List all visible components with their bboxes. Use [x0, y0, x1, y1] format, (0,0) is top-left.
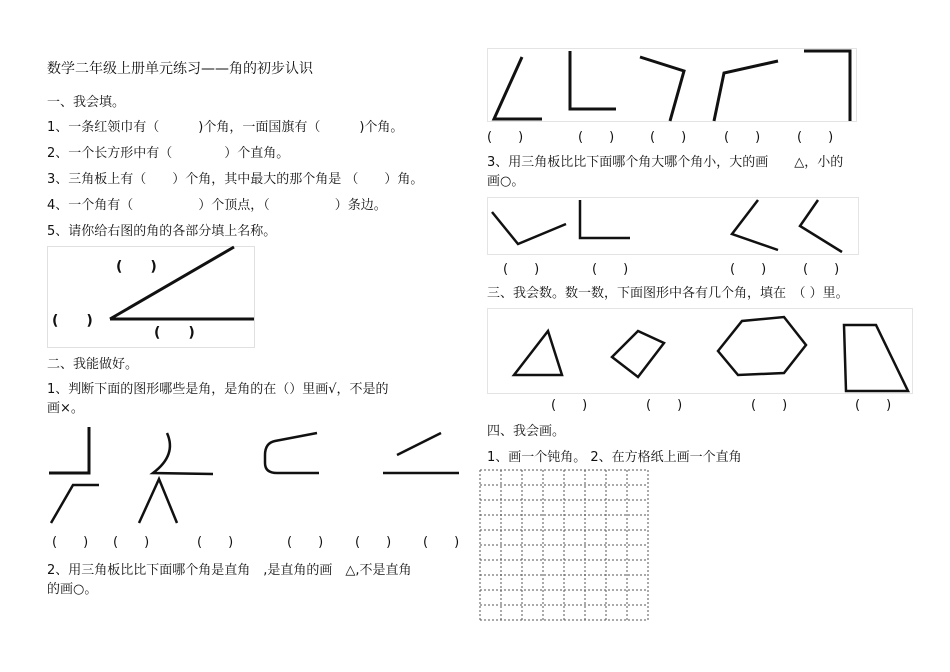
grid-paper[interactable]	[480, 470, 650, 622]
figure-left-angle-1	[732, 200, 778, 250]
section-4-heading: 四、我会画。	[487, 424, 566, 439]
page-title: 数学二年级上册单元练习——角的初步认识	[47, 61, 313, 77]
answer-paren[interactable]: ( )	[797, 130, 834, 145]
figure-curved-side	[153, 433, 213, 474]
angle-side-upper	[110, 247, 234, 319]
figure-tilted-angle	[640, 57, 684, 121]
section-3-heading: 三、我会数。数一数，下面图形中各有几个角，填在 （ ）里。	[487, 286, 849, 301]
angle-parts-figure	[47, 246, 255, 348]
answer-paren[interactable]: ( )	[730, 262, 767, 277]
answer-paren[interactable]: ( )	[551, 398, 588, 413]
answer-paren[interactable]: ( )	[650, 130, 687, 145]
figure-right-angle	[570, 51, 616, 109]
question-2-2-line1: 2、用三角板比比下面哪个角是直角 ,是直角的画 △,不是直角	[47, 563, 412, 578]
figure-gap-line-upper	[397, 433, 441, 455]
section-2-heading: 二、我能做好。	[47, 357, 139, 372]
right-angle-figures	[487, 48, 857, 122]
question-1-1: 1、一条红领巾有（ )个角，一面国旗有（ )个角。	[47, 120, 404, 135]
answer-paren[interactable]: ( )	[751, 398, 788, 413]
answer-paren[interactable]: ( )	[592, 262, 629, 277]
compare-angle-figures-svg	[488, 198, 858, 254]
question-1-3: 3、三角板上有（ ）个角，其中最大的那个角是 （ ）角。	[47, 172, 424, 187]
figure-rounded-corner	[265, 433, 319, 473]
answer-paren[interactable]: ( )	[355, 535, 392, 550]
figure-right-angle	[49, 427, 89, 473]
figure-corner-angle	[804, 51, 850, 121]
question-2-3-line2: 画○。	[487, 174, 525, 189]
label-paren-vertex: ( )	[52, 313, 93, 329]
figure-left-angle-2	[800, 200, 842, 252]
answer-paren[interactable]: ( )	[52, 535, 89, 550]
question-2-2-line2: 的画○。	[47, 582, 98, 597]
figure-obtuse-v	[492, 212, 566, 244]
answer-paren[interactable]: ( )	[724, 130, 761, 145]
figure-acute-angle	[494, 57, 542, 119]
question-1-5: 5、请你给右图的角的各部分填上名称。	[47, 224, 277, 239]
label-paren-edge-lower: ( )	[154, 325, 195, 341]
count-angles-shapes	[487, 308, 913, 394]
answer-paren[interactable]: ( )	[855, 398, 892, 413]
trapezoid-shape	[844, 325, 908, 391]
right-angle-figures-svg	[488, 49, 856, 121]
answer-paren[interactable]: ( )	[503, 262, 540, 277]
question-2-3-line1: 3、用三角板比比下面哪个角大哪个角小，大的画 △，小的	[487, 155, 844, 170]
question-2-1-line1: 1、判断下面的图形哪些是角，是角的在（）里画√，不是的	[47, 382, 389, 397]
question-2-1-line2: 画×。	[47, 401, 84, 416]
answer-paren[interactable]: ( )	[487, 130, 524, 145]
answer-paren[interactable]: ( )	[197, 535, 234, 550]
figure-obtuse-angle	[714, 61, 778, 121]
quadrilateral-shape	[612, 331, 664, 377]
figure-right-angle	[580, 200, 630, 238]
answer-paren[interactable]: ( )	[423, 535, 460, 550]
answer-paren[interactable]: ( )	[113, 535, 150, 550]
figure-inverted-v	[139, 479, 177, 523]
answer-paren[interactable]: ( )	[646, 398, 683, 413]
judge-angle-figures	[47, 427, 467, 527]
hexagon-shape	[718, 317, 806, 375]
label-paren-edge-upper: ( )	[116, 259, 157, 275]
question-1-2: 2、一个长方形中有（ ）个直角。	[47, 146, 290, 161]
figure-open-angle	[51, 485, 99, 523]
section-1-heading: 一、我会填。	[47, 95, 126, 110]
answer-paren[interactable]: ( )	[287, 535, 324, 550]
shapes-svg	[488, 309, 912, 393]
answer-paren[interactable]: ( )	[578, 130, 615, 145]
answer-paren[interactable]: ( )	[803, 262, 840, 277]
question-4-1: 1、画一个钝角。 2、在方格纸上画一个直角	[487, 450, 742, 465]
triangle-shape	[514, 331, 562, 375]
question-1-4: 4、一个角有（ ）个顶点，（ ）条边。	[47, 198, 387, 213]
compare-angle-figures	[487, 197, 859, 255]
